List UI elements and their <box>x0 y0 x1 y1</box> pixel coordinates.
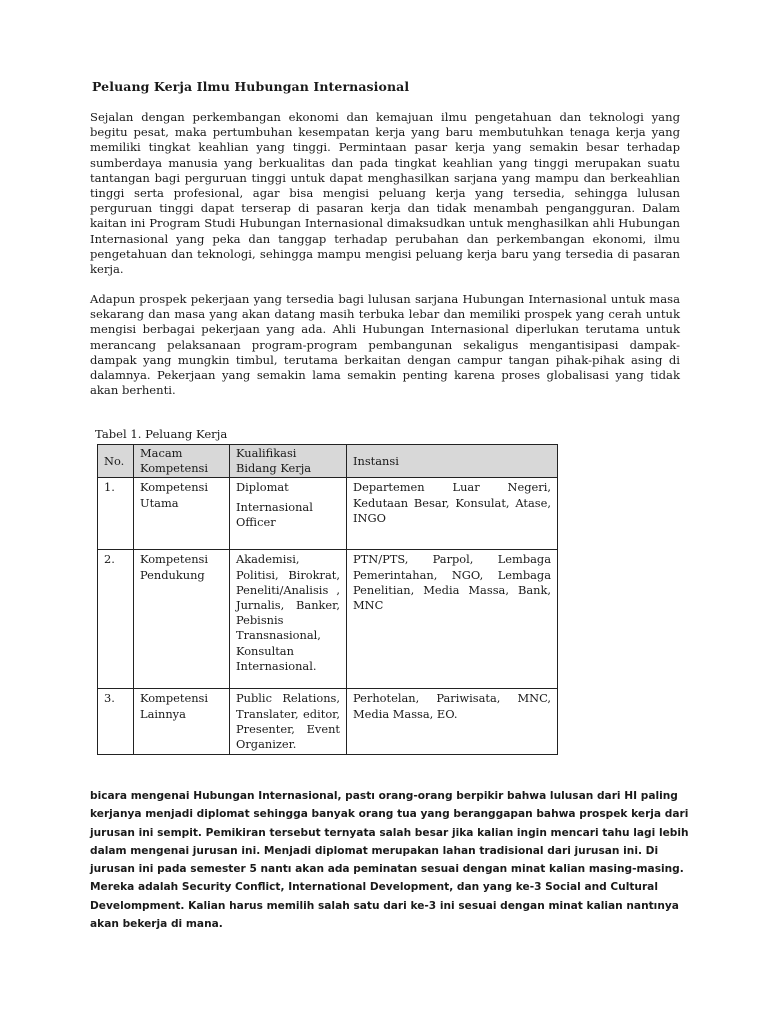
row-3-instansi: Perhotelan, Pariwisata, MNC, Media Massa, EO. <box>347 689 558 755</box>
header-macam-kompetensi <box>134 445 230 478</box>
row-1-instansi: Departemen Luar Negeri, Kedutaan Besar, Konsulat, Atase, INGO <box>347 478 558 550</box>
header-kualifikasi <box>230 445 347 478</box>
row-1-kualifikasi-line-1: Diplomat <box>236 480 289 495</box>
row-1-macam-line-2: Utama <box>140 495 179 510</box>
row-1-no: 1. <box>98 478 134 550</box>
header-instansi: Instansi <box>347 445 558 478</box>
row-2-kualifikasi: Akademisi, Politisi, Birokrat, Peneliti/Analisis , Jurnalis, Banker, Pebisnis Transnasional, Konsultan Internasional. <box>230 550 347 689</box>
table-row <box>98 689 558 755</box>
row-3-macam-line-1: Kompetensi <box>140 691 209 706</box>
row-1-kualifikasi-line-2: Internasional <box>236 499 313 514</box>
header-kualifikasi-line-2: Bidang Kerja <box>236 461 312 476</box>
paragraph-closing: bicara mengenai Hubungan Internasional, pastı orang-orang berpikir bahwa lulusan dari HI paling kerjanya menjadi diplomat sehingga banyak orang tua yang beranggapan bahwa prospek kerja dari jurusan ini sempit. Pemikiran tersebut ternyata salah besar jika kalian ingin mencari tahu lagi lebih dalam mengenai jurusan ini. Menjadi diplomat merupakan lahan tradisional dari jurusan ini. Di jurusan ini pada semester 5 nantı akan ada peminatan sesuai dengan minat kalian masing-masing. Mereka adalah Security Conflict, International Development, dan yang ke-3 Social and Cultural Develompment. Kalian harus memilih salah satu dari ke-3 ini sesuai dengan minat kalian nantınya akan bekerja di mana. <box>90 790 689 931</box>
table-caption: Tabel 1. Peluang Kerja <box>95 427 228 441</box>
table-header-row <box>98 445 558 478</box>
row-2-macam-line-2: Pendukung <box>140 567 205 582</box>
row-1-kualifikasi-line-3: Officer <box>236 514 276 529</box>
row-2-macam-line-1: Kompetensi <box>140 552 209 567</box>
header-kualifikasi-line-1: Kualifikasi <box>236 446 297 460</box>
document-title: Peluang Kerja Ilmu Hubungan Internasional <box>92 79 410 94</box>
paragraph-prospects: Adapun prospek pekerjaan yang tersedia bagi lulusan sarjana Hubungan Internasional untuk masa sekarang dan masa yang akan datang masih terbuka lebar dan memiliki prospek yang cerah untuk mengisi berbagai pekerjaan yang ada. Ahli Hubungan Internasional diperlukan terutama untuk merancang pelaksanaan program-program pembangunan sekaligus mengantisipasi dampak-dampak yang mungkin timbul, terutama berkaitan dengan campur tangan pihak-pihak asing di dalamnya. Pekerjaan yang semakin lama semakin penting karena proses globalisasi yang tidak akan berhenti. <box>90 292 680 398</box>
row-1-macam-line-1: Kompetensi <box>140 480 209 495</box>
table-row <box>98 478 558 550</box>
row-1-kualifikasi <box>230 478 347 550</box>
header-macam-line-2: Kompetensi <box>140 461 209 476</box>
table-row <box>98 550 558 689</box>
paragraph-intro: Sejalan dengan perkembangan ekonomi dan kemajuan ilmu pengetahuan dan teknologi yang begitu pesat, maka pertumbuhan kesempatan kerja yang baru membutuhkan tenaga kerja yang memiliki tingkat keahlian yang tinggi. Permintaan pasar kerja yang semakin besar terhadap sumberdaya manusia yang berkualitas dan pada tingkat keahlian yang tinggi merupakan suatu tantangan bagi perguruan tinggi untuk dapat menghasilkan sarjana yang mampu dan berkeahlian tinggi serta profesional, agar bisa mengisi peluang kerja yang tersedia, sehingga lulusan perguruan tinggi dapat terserap di pasaran kerja dan tidak menambah pengangguran. Dalam kaitan ini Program Studi Hubungan Internasional dimaksudkan untuk menghasilkan ahli Hubungan Internasional yang peka dan tanggap terhadap perubahan dan perkembangan ekonomi, ilmu pengetahuan dan teknologi, sehingga mampu mengisi peluang kerja baru yang tersedia di pasaran kerja. <box>90 110 680 277</box>
header-no: No. <box>98 445 134 478</box>
row-2-macam <box>134 550 230 689</box>
row-3-kualifikasi: Public Relations, Translater, editor, Presenter, Event Organizer. <box>230 689 347 755</box>
row-3-macam <box>134 689 230 755</box>
row-3-no: 3. <box>98 689 134 755</box>
row-1-macam <box>134 478 230 550</box>
job-opportunities-table <box>97 444 558 755</box>
row-2-instansi: PTN/PTS, Parpol, Lembaga Pemerintahan, NGO, Lembaga Penelitian, Media Massa, Bank, MNC <box>347 550 558 689</box>
header-macam-line-1: Macam <box>140 446 183 460</box>
row-3-macam-line-2: Lainnya <box>140 706 186 721</box>
row-2-no: 2. <box>98 550 134 689</box>
